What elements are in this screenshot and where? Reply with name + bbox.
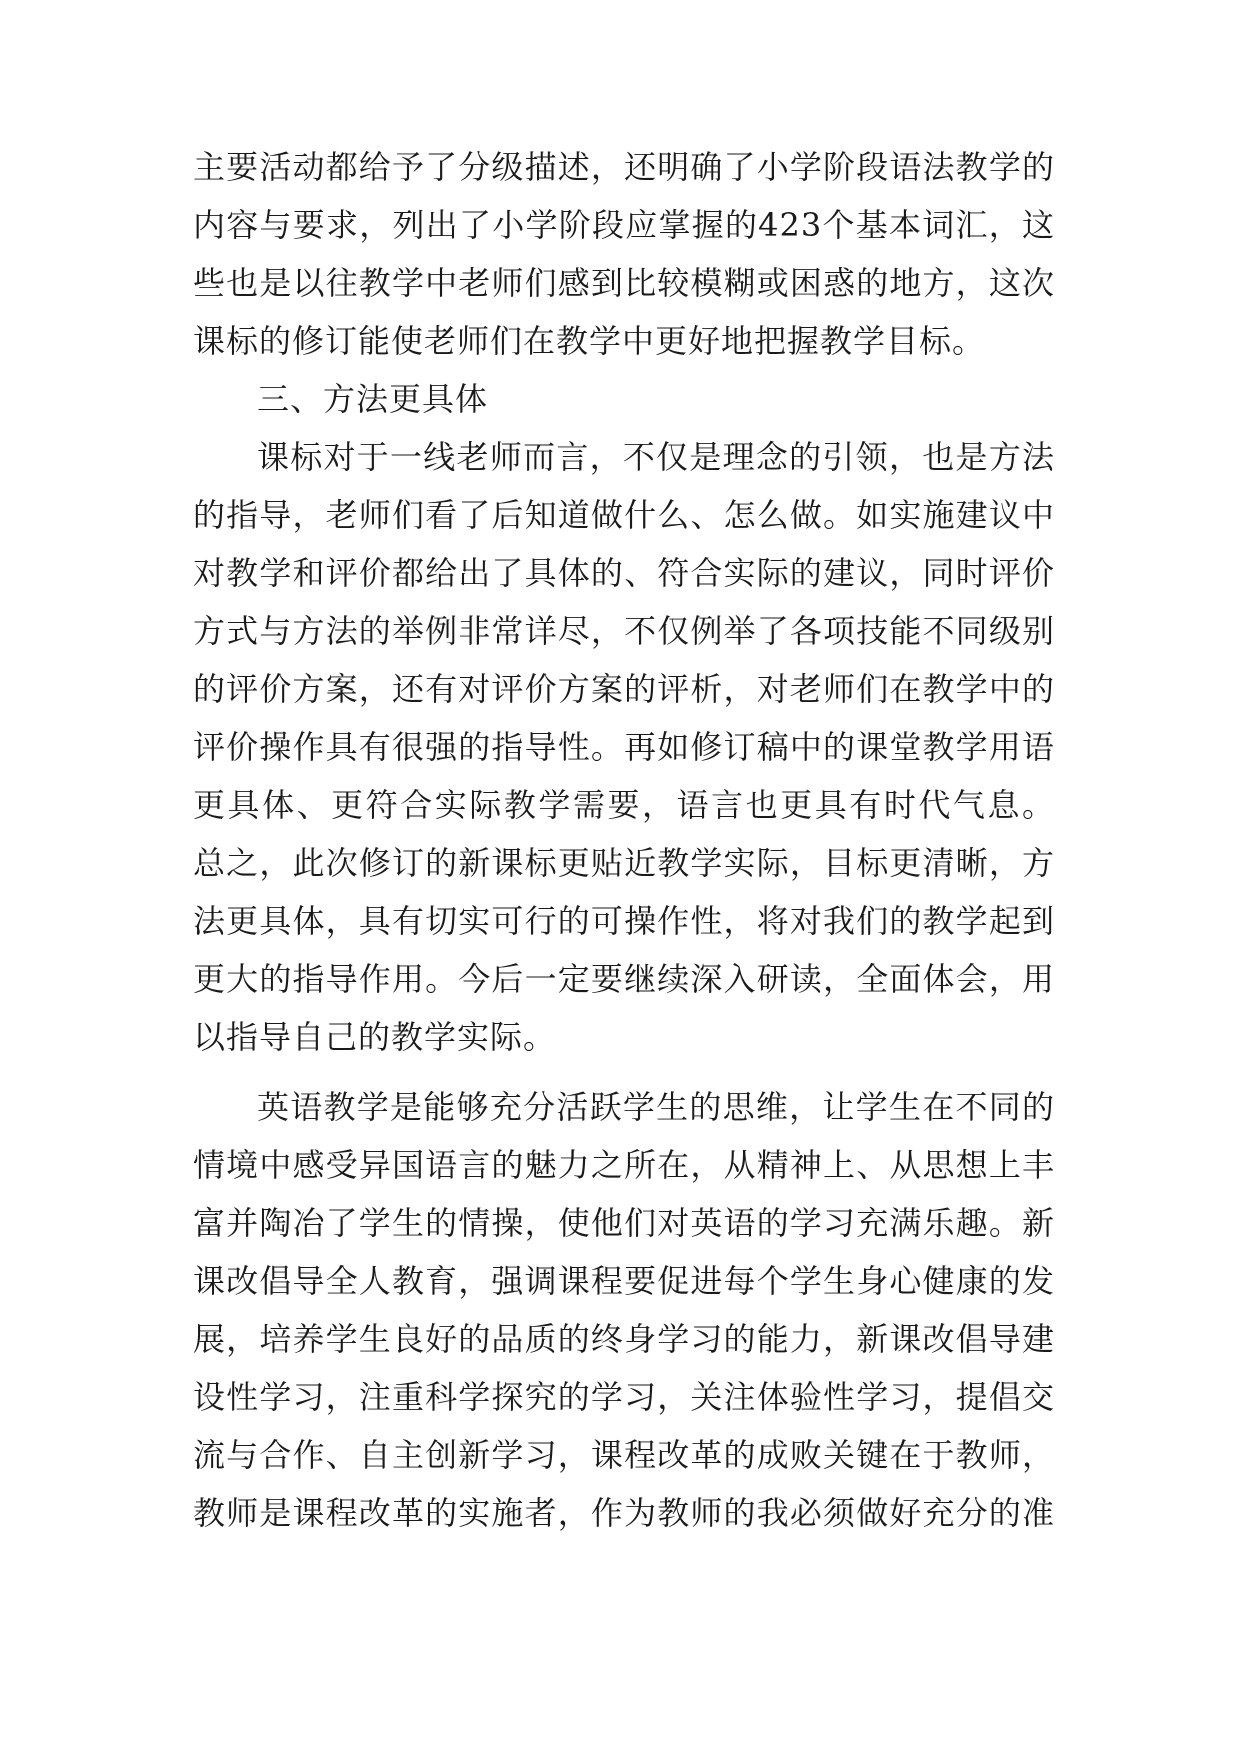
text-line: 对教学和评价都给出了具体的、符合实际的建议，同时评价: [193, 554, 1055, 592]
text-line: 方式与方法的举例非常详尽，不仅例举了各项技能不同级别: [193, 612, 1055, 650]
text-line: 流与合作、自主创新学习，课程改革的成败关键在于教师，: [193, 1436, 1055, 1474]
paragraph: [193, 1078, 1055, 1542]
text-line: 课标对于一线老师而言，不仅是理念的引领，也是方法: [257, 438, 1055, 476]
text-line: 课标的修订能使老师们在教学中更好地把握教学目标。: [193, 322, 986, 360]
text-line: 内容与要求，列出了小学阶段应掌握的423个基本词汇，这: [193, 206, 1055, 244]
text-line: 更具体、更符合实际教学需要，语言也更具有时代气息。: [193, 786, 1055, 824]
text-line: 展，培养学生良好的品质的终身学习的能力，新课改倡导建: [193, 1320, 1055, 1358]
text-line: 更大的指导作用。今后一定要继续深入研读，全面体会，用: [193, 960, 1055, 998]
heading-text: 三、方法更具体: [257, 380, 489, 418]
text-line: 些也是以往教学中老师们感到比较模糊或困惑的地方，这次: [193, 264, 1055, 302]
text-line: 设性学习，注重科学探究的学习，关注体验性学习，提倡交: [193, 1378, 1055, 1416]
text-line: 英语教学是能够充分活跃学生的思维，让学生在不同的: [257, 1088, 1055, 1126]
text-line: 情境中感受异国语言的魅力之所在，从精神上、从思想上丰: [193, 1146, 1055, 1184]
text-line: 的评价方案，还有对评价方案的评析，对老师们在教学中的: [193, 670, 1055, 708]
paragraph-spacer: [193, 1066, 1055, 1078]
text-line: 的指导，老师们看了后知道做什么、怎么做。如实施建议中: [193, 496, 1055, 534]
text-line: 课改倡导全人教育，强调课程要促进每个学生身心健康的发: [193, 1262, 1055, 1300]
section-heading: [193, 370, 1055, 428]
text-line: 富并陶冶了学生的情操，使他们对英语的学习充满乐趣。新: [193, 1204, 1055, 1242]
text-line: 评价操作具有很强的指导性。再如修订稿中的课堂教学用语: [193, 728, 1055, 766]
text-line: 主要活动都给予了分级描述，还明确了小学阶段语法教学的: [193, 148, 1055, 186]
document-page: [193, 138, 1055, 1542]
paragraph: [193, 428, 1055, 1066]
paragraph: [193, 138, 1055, 370]
text-line: 教师是课程改革的实施者，作为教师的我必须做好充分的准: [193, 1494, 1055, 1532]
text-line: 以指导自己的教学实际。: [193, 1018, 557, 1056]
text-line: 总之，此次修订的新课标更贴近教学实际，目标更清晰，方: [193, 844, 1055, 882]
text-line: 法更具体，具有切实可行的可操作性，将对我们的教学起到: [193, 902, 1055, 940]
